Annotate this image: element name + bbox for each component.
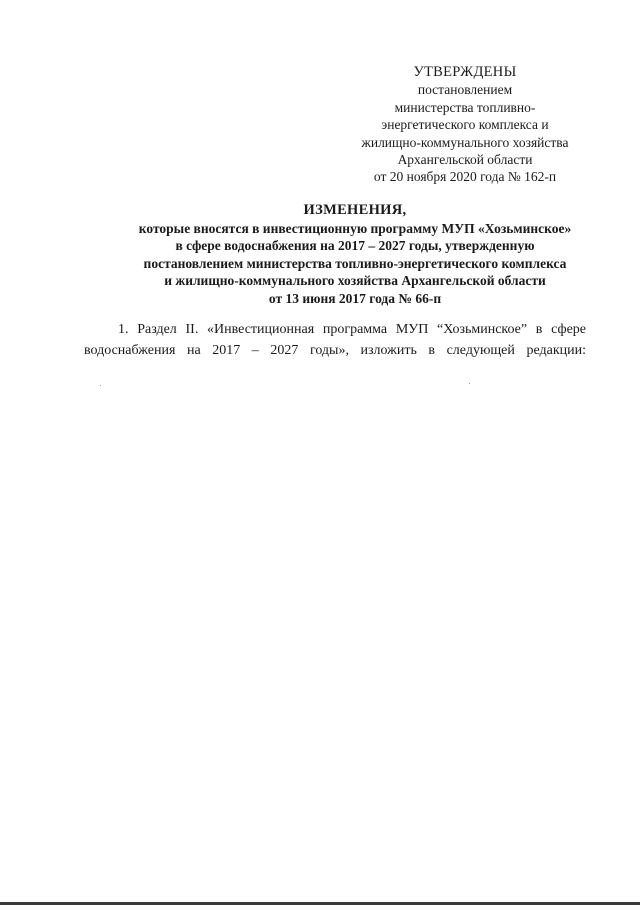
document-heading xyxy=(60,202,640,308)
approval-line: жилищно-коммунального хозяйства xyxy=(361,134,569,150)
document-title: ИЗМЕНЕНИЯ, xyxy=(303,202,407,218)
heading-line: в сфере водоснабжения на 2017 – 2027 годы, утвержденную xyxy=(175,238,535,254)
approval-line: министерства топливно- xyxy=(394,99,536,115)
approval-line: постановлением xyxy=(417,82,513,98)
approval-block xyxy=(330,64,600,186)
heading-line: от 13 июня 2017 года № 66-п xyxy=(268,290,442,306)
heading-line: которые вносятся в инвестиционную программу МУП «Хозьминское» xyxy=(138,220,572,236)
approval-line: энергетического комплекса и xyxy=(381,117,549,133)
heading-line: постановлением министерства топливно-энергетического комплекса xyxy=(143,255,567,271)
scan-speck xyxy=(100,385,101,386)
approval-title: УТВЕРЖДЕНЫ xyxy=(413,64,517,80)
approval-line: Архангельской области xyxy=(397,152,533,168)
body-paragraph xyxy=(84,320,586,361)
heading-line: и жилищно-коммунального хозяйства Архангельской области xyxy=(164,273,546,289)
approval-date-line: от 20 ноября 2020 года № 162-п xyxy=(373,169,557,185)
paragraph-text: 1. Раздел II. «Инвестиционная программа МУП “Хозьминское” в сфере водоснабжения на 2017 – 2027 годы», изложить в следующей редакции: xyxy=(84,322,586,358)
scan-speck xyxy=(469,383,470,384)
